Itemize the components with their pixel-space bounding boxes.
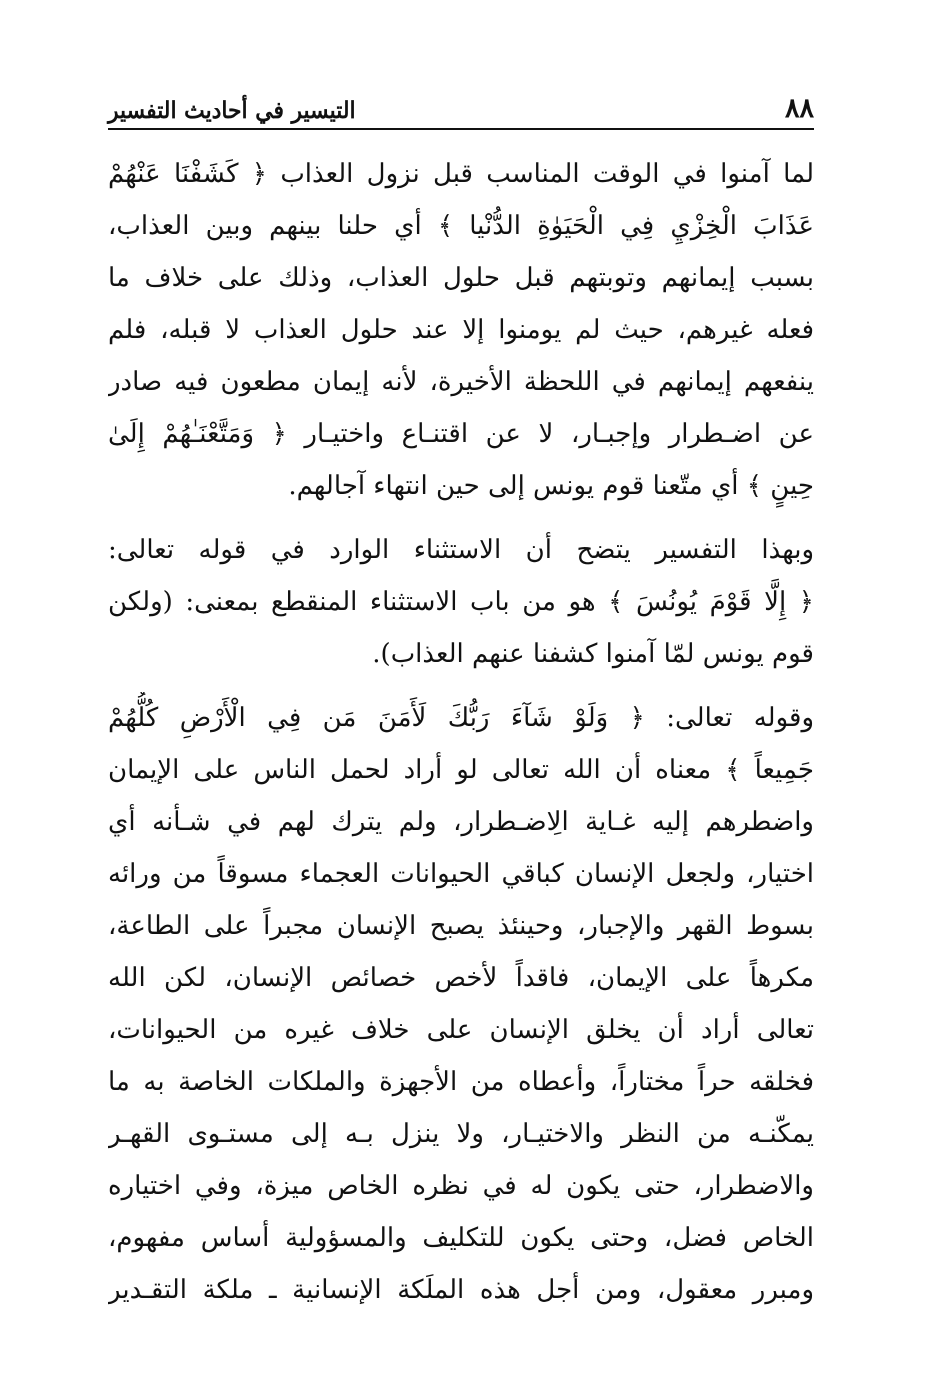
text-line: بسوط القهر والإجبار، وحينئذ يصبح الإنسان مجبراً على الطاعة، [108, 911, 814, 941]
text-line: والاضطرار، حتى يكون له في نظره الخاص ميزة، وفي اختياره [108, 1171, 814, 1201]
text-line: فخلقه حراً مختاراً، وأعطاه من الأجهزة والملكات الخاصة به ما [108, 1067, 814, 1097]
text-line: اختيار، ولجعل الإنسان كباقي الحيوانات العجماء مسوقاً من ورائه [108, 859, 814, 889]
text-line: لما آمنوا في الوقت المناسب قبل نزول العذاب ﴿ كَشَفْنَا عَنْهُمْ [108, 159, 814, 189]
text-line: جَمِيعاً ﴾ معناه أن الله تعالى لو أراد لحمل الناس على الإيمان [108, 755, 814, 785]
running-title: التيسير في أحاديث التفسير [108, 97, 356, 124]
text-line: عَذَابَ الْخِزْيِ فِي الْحَيَوٰةِ الدُّنْيا ﴾ أي حلنا بينهم وبين العذاب، [108, 211, 814, 241]
text-line: وقوله تعالى: ﴿ وَلَوْ شَآءَ رَبُّكَ لَأَمَنَ مَن فِي الْأَرْضِ كُلُّهُمْ [108, 703, 814, 733]
text-line: فعله غيرهم، حيث لم يومنوا إلا عند حلول العذاب لا قبله، فلم [108, 315, 814, 345]
text-line: بسبب إيمانهم وتوبتهم قبل حلول العذاب، وذلك على خلاف ما [108, 263, 814, 293]
text-line: واضطرهم إليه غـاية الِاضـطرار، ولم يترك لهم في شـأنه أي [108, 807, 814, 837]
text-line: عن اضـطرار وإجبـار، لا عن اقتنـاع واختيـار ﴿ وَمَتَّعْنَـٰهُمْ إِلَىٰ [108, 419, 814, 449]
text-line: ينفعهم إيمانهم في اللحظة الأخيرة، لأنه إيمان مطعون فيه صادر [108, 367, 814, 397]
text-line: مكرهاً على الإيمان، فاقداً لأخص خصائص الإنسان، لكن الله [108, 963, 814, 993]
text-line: الخاص فضل، وحتى يكون للتكليف والمسؤولية أساس مفهوم، [108, 1223, 814, 1253]
paragraph-spacer [108, 680, 814, 692]
paragraph-2 [108, 524, 814, 680]
text-line: حِينٍ ﴾ أي متّعنا قوم يونس إلى حين انتهاء آجالهم. [288, 471, 814, 501]
body-text [108, 148, 814, 1316]
text-line: قوم يونس لمّا آمنوا كشفنا عنهم العذاب). [372, 639, 814, 669]
running-header [108, 88, 814, 130]
text-line: ﴿ إِلَّا قَوْمَ يُونُسَ ﴾ هو من باب الاستثناء المنقطع بمعنى: (ولكن [108, 587, 814, 617]
text-line: ومبرر معقول، ومن أجل هذه الملَكة الإنسانية ـ ملكة التقـدير [108, 1275, 814, 1305]
paragraph-3 [108, 692, 814, 1316]
text-line: وبهذا التفسير يتضح أن الاستثناء الوارد في قوله تعالى: [108, 535, 814, 565]
page-number: ٨٨ [784, 93, 814, 124]
paragraph-spacer [108, 512, 814, 524]
text-line: تعالى أراد أن يخلق الإنسان على خلاف غيره من الحيوانات، [108, 1015, 814, 1045]
paragraph-1 [108, 148, 814, 512]
text-line: يمكّنـه من النظر والاختيـار، ولا ينزل بـه إلى مستـوى القهـر [108, 1119, 814, 1149]
